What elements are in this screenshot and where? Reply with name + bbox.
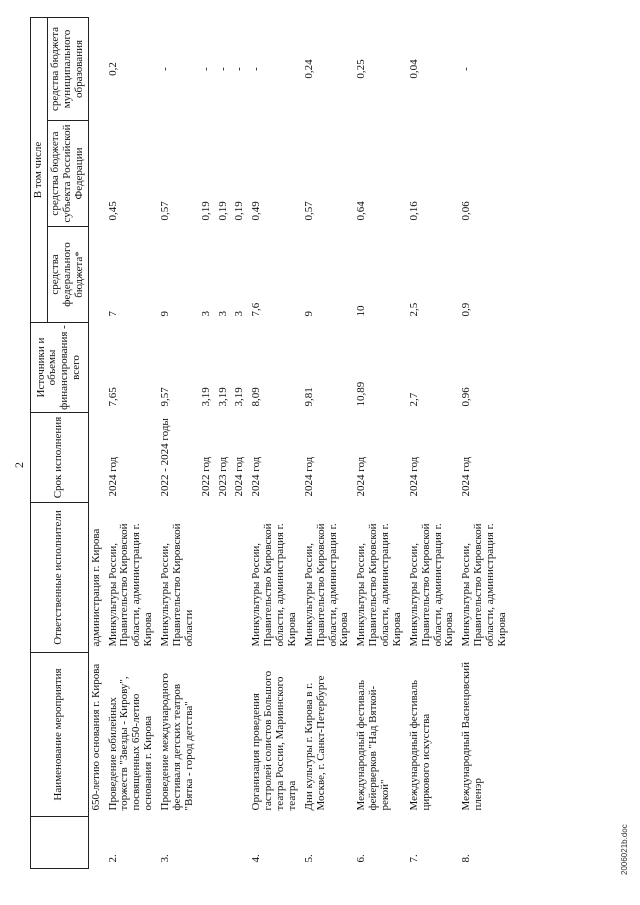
header-group: В том числе — [31, 17, 48, 322]
table-row — [216, 17, 233, 868]
row-term: 2024 год — [233, 456, 246, 497]
row-name — [199, 653, 216, 817]
row-regional: 0,57 — [302, 201, 315, 221]
table-row — [106, 17, 159, 868]
events-table — [30, 17, 512, 869]
row-term: 2024 год — [106, 456, 119, 497]
row-responsible: Минкультуры России, Правительство Кировской области, администрация г. Кирова — [302, 523, 351, 647]
row-name: Проведение юбилейных торжеств "Звезды - Кирову", посвященных 650-летию основания г. Кирова — [106, 676, 155, 811]
row-total: 0,96 — [460, 387, 473, 407]
row-total: 7,65 — [106, 387, 119, 407]
row-municipal: 0,24 — [302, 59, 315, 79]
row-federal: 2,5 — [407, 302, 420, 317]
row-municipal: - — [199, 67, 212, 71]
row-municipal: 0,25 — [355, 59, 368, 79]
row-regional: 0,57 — [159, 201, 171, 221]
row-total: 10,89 — [355, 381, 368, 407]
row-responsible: администрация г. Кирова — [89, 528, 102, 647]
row-federal: 7,6 — [250, 302, 263, 317]
row-number — [199, 817, 216, 869]
row-regional: 0,64 — [355, 201, 368, 221]
row-municipal: 0,2 — [106, 62, 119, 76]
row-term: 2024 год — [407, 456, 420, 497]
row-regional: 0,49 — [250, 201, 263, 221]
row-term — [88, 413, 105, 503]
table-row — [232, 17, 249, 868]
row-responsible: Минкультуры России, Правительство Кировской области — [159, 523, 195, 647]
row-responsible: Минкультуры России, Правительство Кировской области, администрация г. Кирова — [460, 523, 508, 647]
row-federal: 3 — [233, 311, 246, 317]
row-name: Международный фестиваль фейерверков "Над Вяткой-рекой" — [355, 679, 391, 811]
footer-code: 2006021b.doc — [620, 824, 629, 875]
header-num — [31, 817, 89, 869]
row-regional: 0,19 — [199, 201, 212, 221]
row-federal: 10 — [355, 305, 368, 317]
row-federal: 0,9 — [460, 302, 473, 317]
row-number — [88, 817, 105, 869]
row-term: 2024 год — [250, 456, 263, 497]
row-total: 3,19 — [199, 387, 212, 407]
table-row — [88, 17, 105, 868]
row-total: 3,19 — [216, 387, 229, 407]
row-total: 9,57 — [159, 387, 171, 407]
row-total: 9,81 — [302, 387, 315, 407]
table-row — [354, 17, 407, 868]
row-municipal — [88, 17, 105, 120]
row-municipal: - — [460, 67, 473, 71]
table-row — [249, 17, 302, 868]
page-number: 2 — [12, 462, 26, 468]
header-federal: средства федерального бюджета* — [48, 227, 89, 323]
row-responsible — [199, 503, 216, 653]
row-term: 2024 год — [355, 456, 368, 497]
row-number: 3. — [159, 854, 171, 863]
header-municipal: средства бюджета муниципального образования — [48, 17, 89, 120]
row-number — [232, 817, 249, 869]
row-name: 650-летию основания г. Кирова — [89, 663, 102, 811]
row-total: 8,09 — [250, 387, 263, 407]
row-federal: 3 — [216, 311, 229, 317]
row-term: 2024 год — [302, 456, 315, 497]
row-number: 5. — [302, 854, 315, 863]
row-name — [232, 653, 249, 817]
table-body — [88, 17, 512, 868]
row-responsible: Минкультуры России, Правительство Кировской области, администрация г. Кирова — [407, 523, 456, 647]
row-number: 6. — [355, 854, 368, 863]
row-term: 2023 год — [216, 456, 229, 497]
row-name — [216, 653, 233, 817]
row-number: 8. — [460, 854, 473, 863]
row-number: 4. — [250, 854, 263, 863]
row-municipal: - — [159, 67, 171, 71]
row-responsible: Минкультуры России, Правительство Кировской области, администрация г. Кирова — [250, 523, 298, 647]
row-federal: 9 — [302, 311, 315, 317]
table-header — [31, 17, 89, 868]
row-municipal: 0,04 — [407, 59, 420, 79]
table-row — [302, 17, 355, 868]
row-federal — [88, 227, 105, 323]
table-row — [199, 17, 216, 868]
row-name: Дни культуры г. Кирова в г. Москве, г. Санкт-Петербурге — [302, 675, 327, 811]
row-regional: 0,19 — [216, 201, 229, 221]
row-regional: 0,16 — [407, 201, 420, 221]
row-total: 3,19 — [233, 387, 246, 407]
row-federal: 3 — [199, 311, 212, 317]
row-municipal: - — [250, 67, 263, 71]
row-name: Проведение международного фестиваля детских театров "Вятка - город детства" — [159, 673, 195, 811]
row-regional: 0,19 — [233, 201, 246, 221]
table-row — [158, 17, 199, 868]
header-term: Срок исполнения — [31, 413, 89, 503]
row-number — [216, 817, 233, 869]
header-responsible: Ответственные исполнители — [31, 503, 89, 653]
row-name: Международный Васнецовский пленэр — [460, 661, 485, 811]
row-name: Организация проведения гастролей солистов Большого театра России, Мариинского театра — [250, 670, 298, 811]
table-row — [407, 17, 460, 868]
row-total — [88, 323, 105, 413]
row-name: Международный фестиваль циркового искусства — [407, 679, 432, 811]
header-regional: средства бюджета субъекта Российской Федерации — [48, 121, 89, 227]
row-responsible — [232, 503, 249, 653]
table-row — [459, 17, 512, 868]
row-regional: 0,45 — [106, 201, 119, 221]
row-federal: 7 — [106, 311, 119, 317]
row-federal: 9 — [159, 311, 171, 317]
row-regional — [88, 121, 105, 227]
row-number: 7. — [407, 854, 420, 863]
row-term: 2022 год — [199, 456, 212, 497]
row-responsible — [216, 503, 233, 653]
row-term: 2024 год — [460, 456, 473, 497]
row-total: 2,7 — [407, 392, 420, 407]
row-municipal: - — [216, 67, 229, 71]
row-municipal: - — [233, 67, 246, 71]
header-name: Наименование мероприятия — [31, 653, 89, 817]
header-total: Источники и объемы финансирования - всего — [31, 323, 89, 413]
row-term: 2022 - 2024 годы — [159, 418, 171, 497]
row-regional: 0,06 — [460, 201, 473, 221]
row-number: 2. — [106, 854, 119, 863]
row-responsible: Минкультуры России, Правительство Кировской области, администрация г. Кирова — [106, 523, 155, 647]
row-responsible: Минкультуры России, Правительство Кировской области, администрация г. Кирова — [355, 523, 403, 647]
